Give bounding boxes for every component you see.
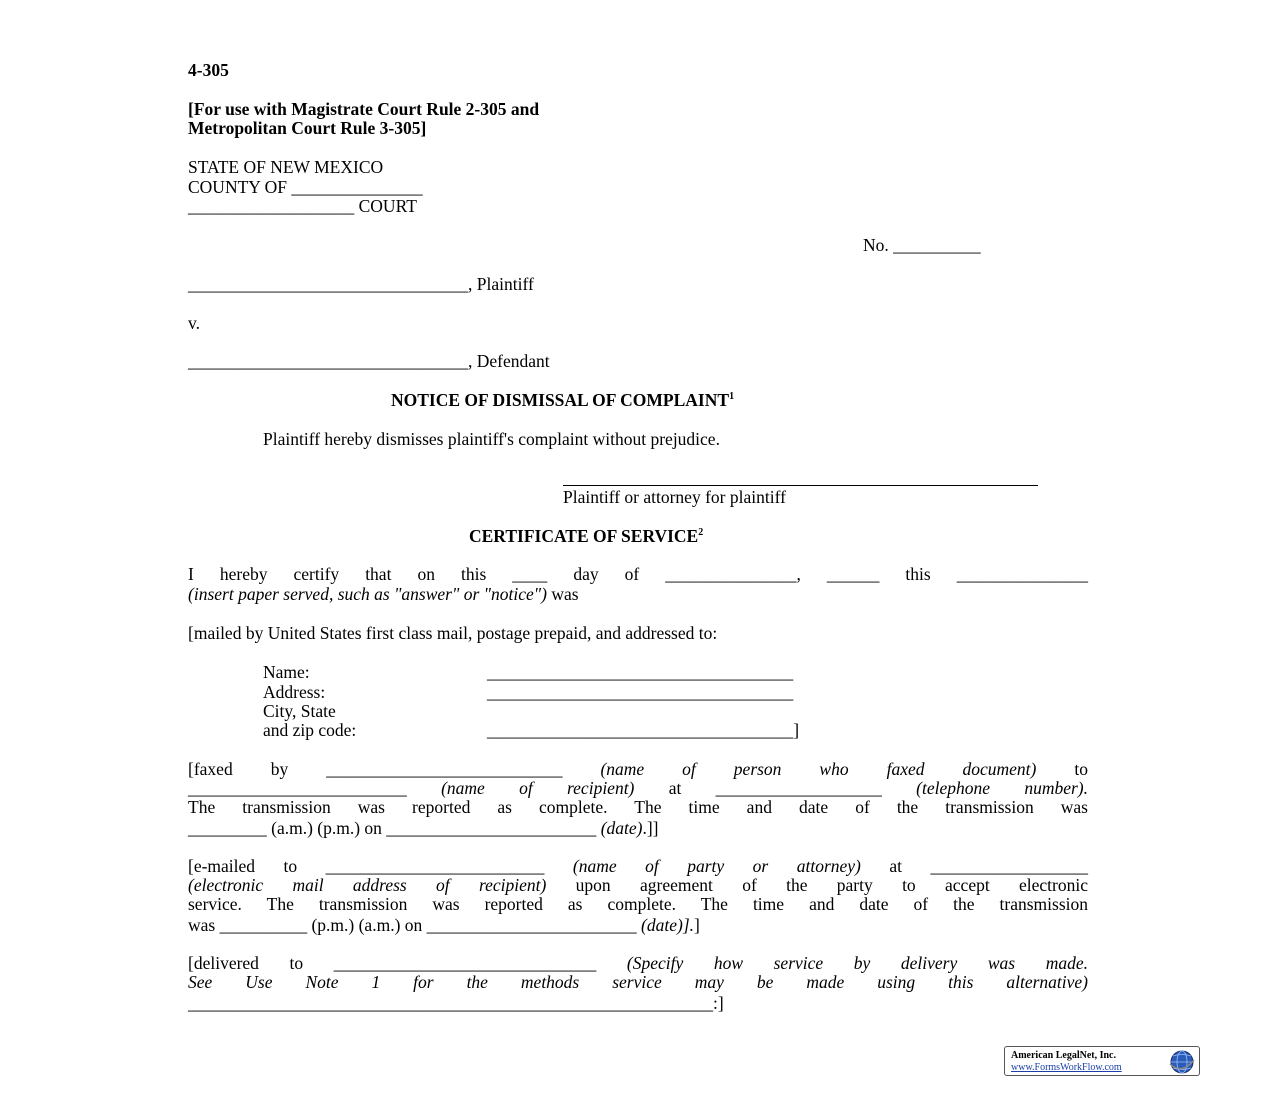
- certificate-title: CERTIFICATE OF SERVICE$^2$: [469, 526, 704, 546]
- delivery-line2: See Use Note 1 for the methods service may be made using this alternative): [188, 972, 1088, 992]
- fax-line4: _________ (a.m.) (p.m.) on ________________________ (date).]]: [188, 818, 659, 838]
- signature-label: Plaintiff or attorney for plaintiff: [563, 487, 786, 507]
- certificate-intro-line1: I hereby certify that on this ____ day of _______________, ______ this _______________: [188, 564, 1088, 584]
- address-blank-zip: ___________________________________]: [487, 720, 800, 740]
- email-line1: [e-mailed to _________________________ (name of party or attorney) at __________________: [188, 856, 1088, 876]
- logo-company-name: American LegalNet, Inc.: [1011, 1050, 1116, 1061]
- notice-body: Plaintiff hereby dismisses plaintiff's complaint without prejudice.: [263, 429, 720, 449]
- plaintiff-line: ________________________________, Plaintiff: [188, 274, 534, 294]
- signature-line: [563, 485, 1038, 486]
- address-blank-name: ___________________________________: [487, 662, 794, 682]
- form-number: 4-305: [188, 60, 229, 80]
- footnote-marker-2: 2: [698, 527, 704, 538]
- case-number: No. __________: [863, 235, 981, 255]
- address-blank-address: ___________________________________: [487, 682, 794, 702]
- email-line3: service. The transmission was reported as complete. The time and date of the transmission: [188, 894, 1088, 914]
- american-legalnet-logo[interactable]: [1004, 1046, 1200, 1076]
- mail-intro: [mailed by United States first class mail, postage prepaid, and addressed to:: [188, 623, 718, 643]
- footnote-marker-1: 1: [729, 391, 735, 402]
- address-label-address: Address:: [263, 682, 326, 702]
- court-caption: ___________________ COURT: [188, 196, 417, 216]
- certificate-intro-line2: (insert paper served, such as "answer" or "notice") was: [188, 584, 579, 604]
- globe-icon: [1169, 1049, 1195, 1075]
- fax-line1: [faxed by ___________________________ (name of person who faxed document) to: [188, 759, 1088, 779]
- rule-note-line1: [For use with Magistrate Court Rule 2-305 and: [188, 99, 540, 119]
- fax-line3: The transmission was reported as complete. The time and date of the transmission was: [188, 797, 1088, 817]
- delivery-line1: [delivered to ______________________________ (Specify how service by delivery was made.: [188, 953, 1088, 973]
- email-line2: (electronic mail address of recipient) upon agreement of the party to accept electronic: [188, 875, 1088, 895]
- delivery-line3: ____________________________________________________________:]: [188, 993, 724, 1013]
- fax-line2: _________________________ (name of recipient) at ___________________ (telephone number).: [188, 778, 1088, 798]
- email-line4: was __________ (p.m.) (a.m.) on ________________________ (date)].]: [188, 915, 700, 935]
- notice-title: NOTICE OF DISMISSAL OF COMPLAINT$^1$: [391, 390, 735, 410]
- rule-note-line2: Metropolitan Court Rule 3-305]: [188, 118, 427, 138]
- versus: v.: [188, 313, 200, 333]
- address-label-name: Name:: [263, 662, 310, 682]
- address-label-zip: and zip code:: [263, 720, 357, 740]
- address-label-city-state: City, State: [263, 701, 336, 721]
- state-caption: STATE OF NEW MEXICO: [188, 157, 384, 177]
- county-caption: COUNTY OF _______________: [188, 177, 423, 197]
- logo-website-link[interactable]: www.FormsWorkFlow.com: [1011, 1062, 1122, 1073]
- defendant-line: ________________________________, Defendant: [188, 351, 550, 371]
